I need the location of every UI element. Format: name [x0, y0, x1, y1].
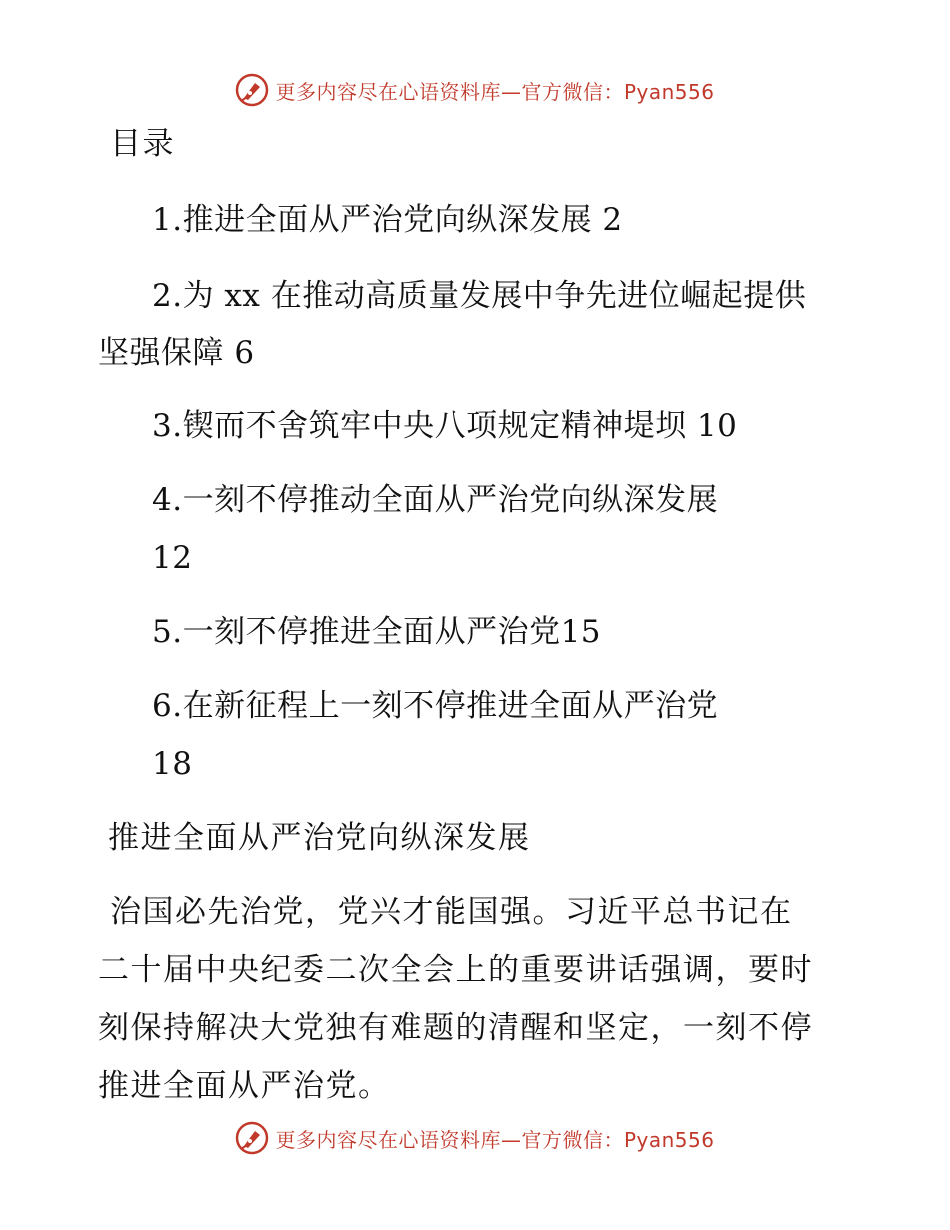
watermark-text: 更多内容尽在心语资料库—官方微信：Pyan556 — [275, 1127, 715, 1152]
paragraph-line-4: 推进全面从严治党。 — [98, 1068, 391, 1104]
toc-item-3[interactable]: 3.锲而不舍筑牢中央八项规定精神堤坝 10 — [152, 408, 738, 444]
toc-item-6-page[interactable]: 18 — [152, 746, 193, 782]
toc-heading: 目录 — [110, 126, 175, 162]
header-watermark — [0, 70, 950, 110]
article-title: 推进全面从严治党向纵深发展 — [108, 820, 531, 856]
paragraph-line-3: 刻保持解决大党独有难题的清醒和坚定，一刻不停 — [98, 1010, 813, 1046]
toc-item-5[interactable]: 5.一刻不停推进全面从严治党15 — [152, 614, 602, 650]
footer-watermark — [0, 1118, 950, 1158]
paragraph-line-2: 二十届中央纪委二次全会上的重要讲话强调，要时 — [98, 952, 813, 988]
toc-item-1[interactable]: 1.推进全面从严治党向纵深发展 2 — [152, 202, 623, 238]
toc-item-2-continuation[interactable]: 坚强保障 6 — [98, 335, 255, 371]
toc-item-2[interactable]: 2.为 xx 在推动高质量发展中争先进位崛起提供 — [152, 278, 807, 314]
toc-item-4[interactable]: 4.一刻不停推动全面从严治党向纵深发展 — [152, 482, 719, 518]
watermark-text: 更多内容尽在心语资料库—官方微信：Pyan556 — [275, 79, 715, 104]
pen-nib-logo-icon — [235, 73, 269, 107]
toc-item-4-page[interactable]: 12 — [152, 540, 193, 576]
pen-nib-logo-icon — [235, 1121, 269, 1155]
toc-item-6[interactable]: 6.在新征程上一刻不停推进全面从严治党 — [152, 688, 719, 724]
paragraph-line-1: 治国必先治党，党兴才能国强。习近平总书记在 — [110, 894, 793, 930]
